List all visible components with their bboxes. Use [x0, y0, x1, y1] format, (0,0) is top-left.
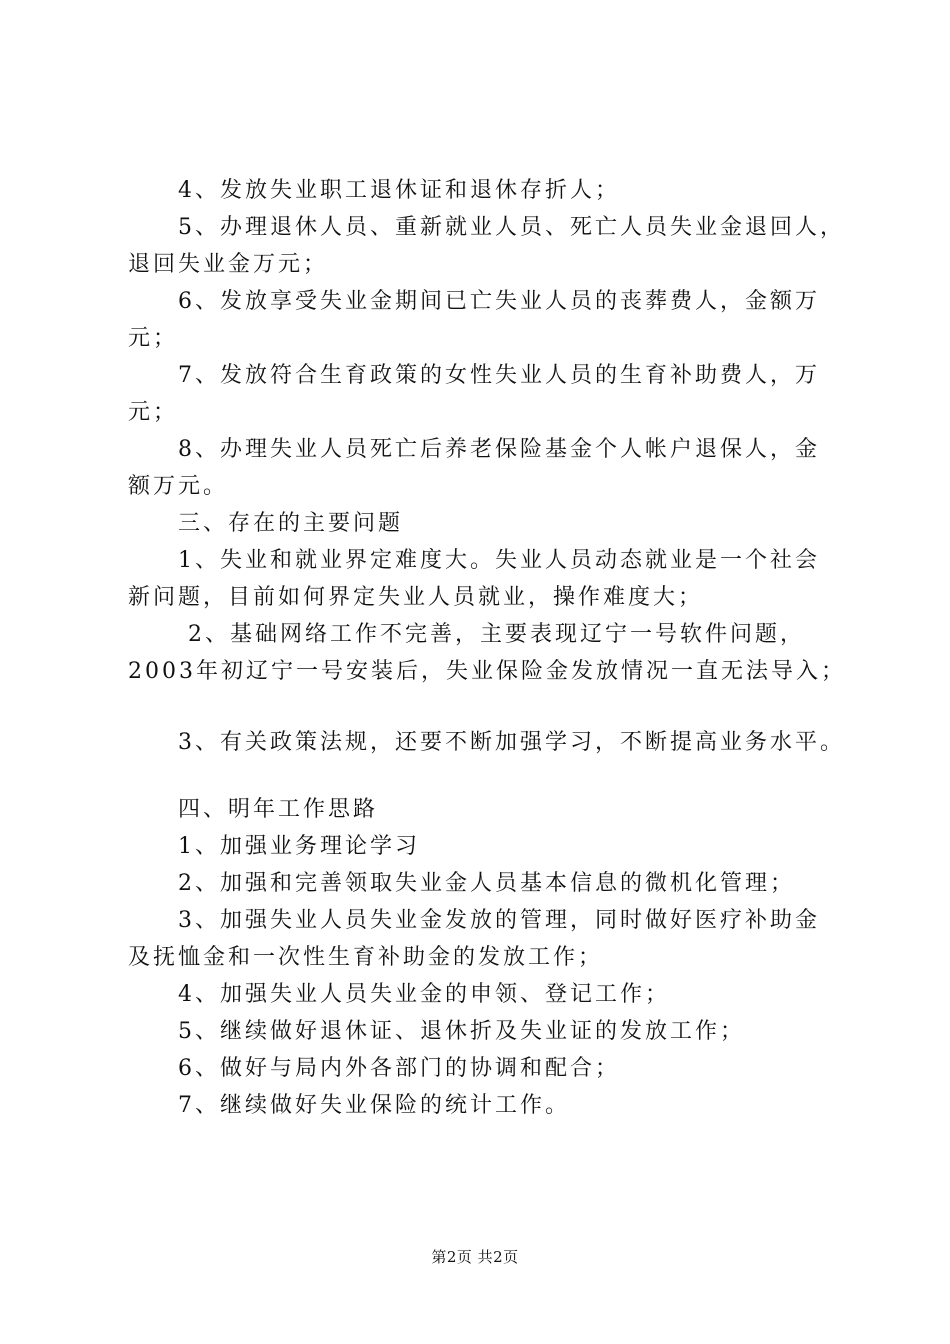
spacer	[128, 761, 848, 791]
document-body	[128, 172, 848, 1124]
paragraph-line: 3、有关政策法规，还要不断加强学习，不断提高业务水平。	[178, 730, 845, 755]
paragraph-line: 5、继续做好退休证、退休折及失业证的发放工作；	[178, 1019, 745, 1044]
paragraph-line: 4、加强失业人员失业金的申领、登记工作；	[178, 982, 670, 1007]
paragraph-line: 2、加强和完善领取失业金人员基本信息的微机化管理；	[178, 871, 795, 896]
paragraph-line: 退回失业金万元；	[128, 252, 329, 277]
paragraph-line: 1、失业和就业界定难度大。失业人员动态就业是一个社会	[178, 548, 820, 573]
section-heading: 三、存在的主要问题	[178, 511, 404, 536]
paragraph-line: 及抚恤金和一次性生育补助金的发放工作；	[128, 945, 604, 970]
paragraph-line: 新问题，目前如何界定失业人员就业，操作难度大；	[128, 585, 704, 610]
paragraph-line: 3、加强失业人员失业金发放的管理，同时做好医疗补助金	[178, 908, 820, 933]
paragraph-line: 7、继续做好失业保险的统计工作。	[178, 1093, 570, 1118]
paragraph-line: 元；	[128, 326, 179, 351]
paragraph-line: 2、基础网络工作不完善，主要表现辽宁一号软件问题，	[188, 622, 805, 647]
paragraph-line: 元；	[128, 400, 179, 425]
paragraph-line: 1、加强业务理论学习	[178, 834, 420, 859]
page-number-footer: 第2页 共2页	[431, 1248, 519, 1266]
spacer	[128, 690, 848, 724]
paragraph-line: 5、办理退休人员、重新就业人员、死亡人员失业金退回人，	[178, 215, 845, 240]
paragraph-line: 4、发放失业职工退休证和退休存折人；	[178, 178, 620, 203]
paragraph-line: 8、办理失业人员死亡后养老保险基金个人帐户退保人，金	[178, 437, 820, 462]
paragraph-line: 2003年初辽宁一号安装后，失业保险金发放情况一直无法导入；	[128, 659, 846, 684]
paragraph-line: 6、发放享受失业金期间已亡失业人员的丧葬费人，金额万	[178, 289, 820, 314]
paragraph-line: 6、做好与局内外各部门的协调和配合；	[178, 1056, 620, 1081]
section-heading: 四、明年工作思路	[178, 797, 379, 822]
paragraph-line: 7、发放符合生育政策的女性失业人员的生育补助费人，万	[178, 363, 820, 388]
paragraph-line: 额万元。	[128, 474, 229, 499]
